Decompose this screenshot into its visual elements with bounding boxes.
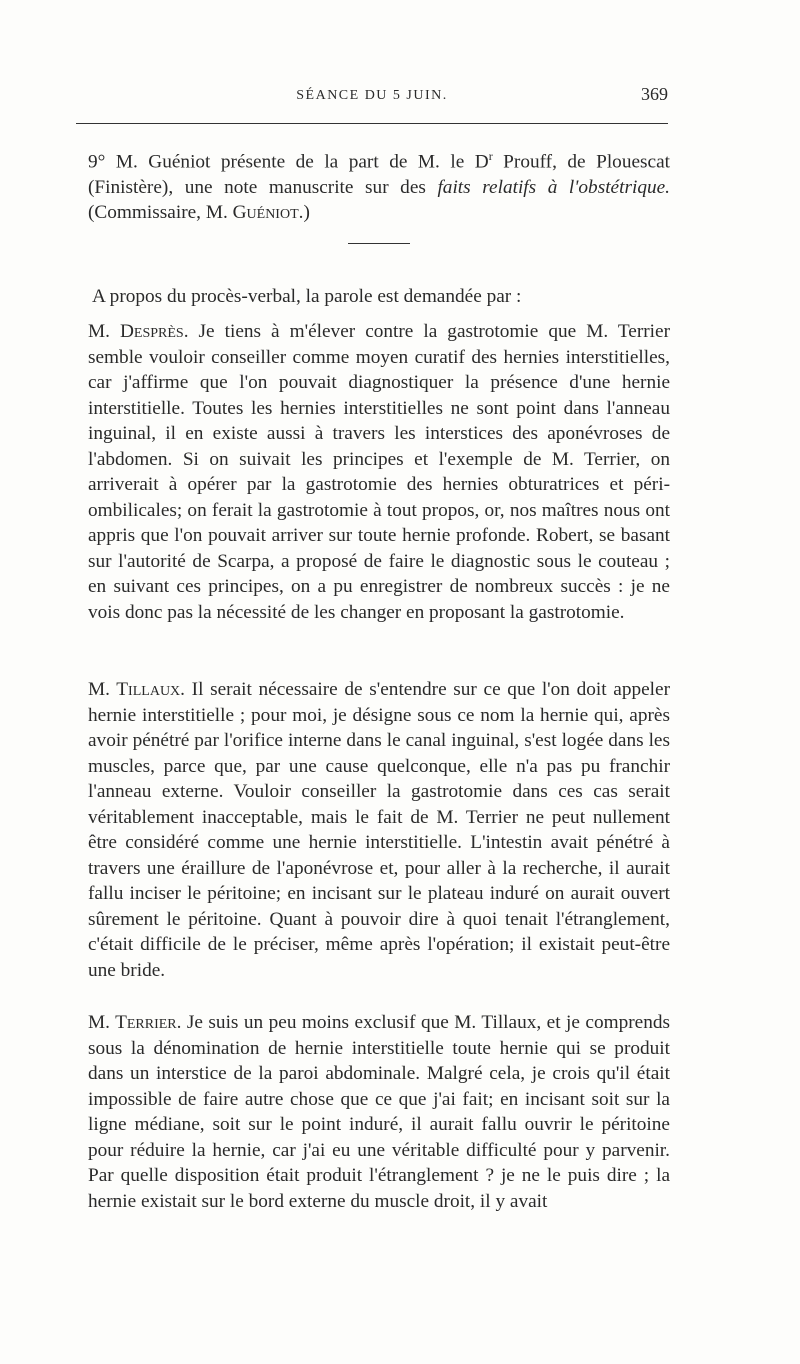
p1-text-c: (Commissaire, M. <box>88 202 233 224</box>
section-separator <box>348 243 410 244</box>
p1-text-d: .) <box>298 202 310 224</box>
p1-commissioner-name: Guéniot <box>232 202 299 224</box>
p1-sup: r <box>488 149 493 163</box>
paragraph-tillaux <box>88 677 670 983</box>
speaker-terrier: M. Terrier. <box>88 1012 182 1033</box>
p2-text: A propos du procès-verbal, la parole est demandée par : <box>92 286 522 307</box>
p1-text-a: 9° M. Guéniot présente de la part de M. le D <box>88 151 489 173</box>
header-rule <box>76 123 668 124</box>
page-number: 369 <box>641 84 668 104</box>
paragraph-terrier <box>88 1010 670 1214</box>
p1-text-b: Prouff, de Plouescat (Finistère), une note manuscrite sur des <box>88 151 670 198</box>
p1-italic-title: faits relatifs à l'obstétrique. <box>437 176 670 198</box>
p5-text: Je suis un peu moins exclusif que M. Tillaux, et je comprends sous la dénomination de hernie interstitielle toute hernie qui se produit dans un interstice de la paroi abdominale. Malgré cela, je crois qu'il était impossible de faire autre chose que ce que j'ai fait; en incisant soit sur la ligne médiane, soit sur le point induré, il aurait fallu ouvrir le péritoine pour réduire la hernie, car j'ai eu une véritable difficulté pour y parvenir. Par quelle disposition était produit l'étranglement ? je ne le puis dire ; la hernie existait sur le bord externe du muscle droit, il y avait <box>88 1012 670 1212</box>
running-title: SÉANCE DU 5 JUIN. <box>296 88 448 103</box>
paragraph-presentation <box>88 144 670 226</box>
paragraph-proces-verbal <box>88 284 670 310</box>
p3-text: Je tiens à m'élever contre la gastrotomie que M. Terrier semble vouloir conseiller comme moyen curatif des hernies interstitielles, car j'affirme que l'on pouvait diagnostiquer la présence d'une hernie interstitielle. Toutes les hernies interstitielles ne sont point dans l'anneau inguinal, il en existe aussi à travers les interstices des aponévroses de l'abdomen. Si on suivait les principes et l'exemple de M. Terrier, on arriverait à opérer par la gastrotomie des hernies obturatrices et péri-ombilicales; on ferait la gastrotomie à tout propos, or, nos maîtres nous ont appris que l'on pouvait arriver sur toute hernie profonde. Robert, se basant sur l'autorité de Scarpa, a proposé de faire le diagnostic sous le couteau ; en suivant ces principes, on a pu enregistrer de nombreux succès : je ne vois donc pas la nécessité de les changer en proposant la gastrotomie. <box>88 321 670 623</box>
speaker-tillaux: M. Tillaux. <box>88 679 185 700</box>
running-header <box>76 82 668 112</box>
p4-text: Il serait nécessaire de s'entendre sur ce que l'on doit appeler hernie interstitielle ; pour moi, je désigne sous ce nom la hernie qui, après avoir pénétré par l'orifice interne dans le canal inguinal, s'est logée dans les muscles, parce que, par une cause quelconque, elle n'a pas pu franchir l'anneau externe. Vouloir conseiller la gastrotomie dans ces cas serait véritablement inacceptable, mais le fait de M. Terrier ne peut nullement être considéré comme une hernie interstitielle. L'intestin avait pénétré à travers une éraillure de l'aponévrose et, pour aller à la recherche, il aurait fallu inciser le péritoine; en incisant sur le plateau induré on aurait ouvert sûrement le péritoine. Quant à pouvoir dire à quoi tenait l'étranglement, c'était difficile de le préciser, même après l'opération; il existait peut-être une bride. <box>88 679 670 981</box>
paragraph-despres <box>88 319 670 625</box>
speaker-despres: M. Desprès. <box>88 321 189 342</box>
